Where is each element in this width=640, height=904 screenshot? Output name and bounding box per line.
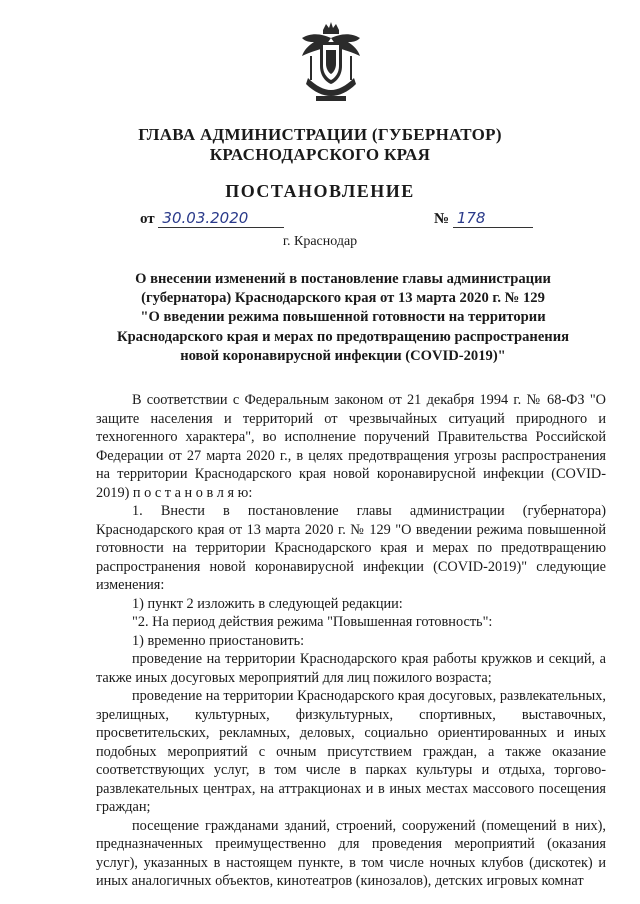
date-value: 30.03.2020 — [158, 209, 284, 228]
number-value: 178 — [453, 209, 533, 228]
body-paragraph: В соответствии с Федеральным законом от 21 декабря 1994 г. № 68-ФЗ "О защите населения и территорий от чрезвычайных ситуаций природного и техногенного характера", во исполнение поручений Правительства Российской Федерации от 27 марта 2020 г., в целях предотвращения угрозы распространения на территории Краснодарского края новой коронавирусной инфекции (COVID-2019) п о с т а н о в л я ю: — [96, 392, 606, 501]
body-paragraph: посещение гражданами зданий, строений, сооружений (помещений в них), предназначенных преимущественно для проведения мероприятий (оказания услуг), указанных в настоящем пункте, в том числе ночных клубов (дискотек) и иных аналогичных объектов, кинотеатров (кинозалов), детских игровых комнат — [96, 817, 606, 889]
date-label: от — [140, 211, 155, 227]
body-paragraph: "2. На период действия режима "Повышенная готовность": — [132, 614, 493, 630]
issuer-region: КРАСНОДАРСКОГО КРАЯ — [209, 145, 431, 164]
coat-of-arms-icon — [296, 20, 366, 106]
number-field — [434, 209, 533, 228]
document-type: ПОСТАНОВЛЕНИЕ — [225, 181, 415, 201]
body-paragraph: 1. Внести в постановление главы администрации (губернатора) Краснодарского края от 13 марта 2020 г. № 129 "О введении режима повышенной готовности на территории Краснодарского края и мерах по предотвращению распространения новой коронавирусной инфекции (COVID-2019)" следующие изменения: — [96, 503, 606, 593]
city-name: г. Краснодар — [282, 234, 358, 249]
body-paragraph: проведение на территории Краснодарского края работы кружков и секций, а также иных досуговых мероприятий для лиц пожилого возраста; — [96, 651, 606, 686]
document-body — [96, 391, 606, 891]
body-paragraph: 1) временно приостановить: — [132, 632, 305, 649]
title-line: (губернатора) Краснодарского края от 13 марта 2020 г. № 129 — [141, 290, 545, 307]
date-field — [140, 209, 284, 228]
title-line: О внесении изменений в постановление главы администрации — [135, 271, 551, 287]
title-line: Краснодарского края и мерах по предотвращению распространения — [116, 328, 570, 345]
title-line: новой коронавирусной инфекции (COVID-2019)" — [180, 347, 506, 364]
title-line: "О введении режима повышенной готовности на территории — [140, 309, 546, 326]
number-label: № — [434, 211, 450, 227]
document-title — [104, 270, 582, 366]
issuer-title: ГЛАВА АДМИНИСТРАЦИИ (ГУБЕРНАТОР) — [138, 125, 502, 144]
body-paragraph: 1) пункт 2 изложить в следующей редакции: — [132, 595, 403, 612]
body-paragraph: проведение на территории Краснодарского края досуговых, развлекательных, зрелищных, культурных, физкультурных, спортивных, выставочных, просветительских, рекламных, деловых, социально ориентированных и иных подобных мероприятий с очным присутствием граждан, а также оказание соответствующих услуг, в том числе в парках культуры и отдыха, торгово-развлекательных центрах, на аттракционах и в иных местах массового посещения граждан; — [96, 688, 606, 815]
